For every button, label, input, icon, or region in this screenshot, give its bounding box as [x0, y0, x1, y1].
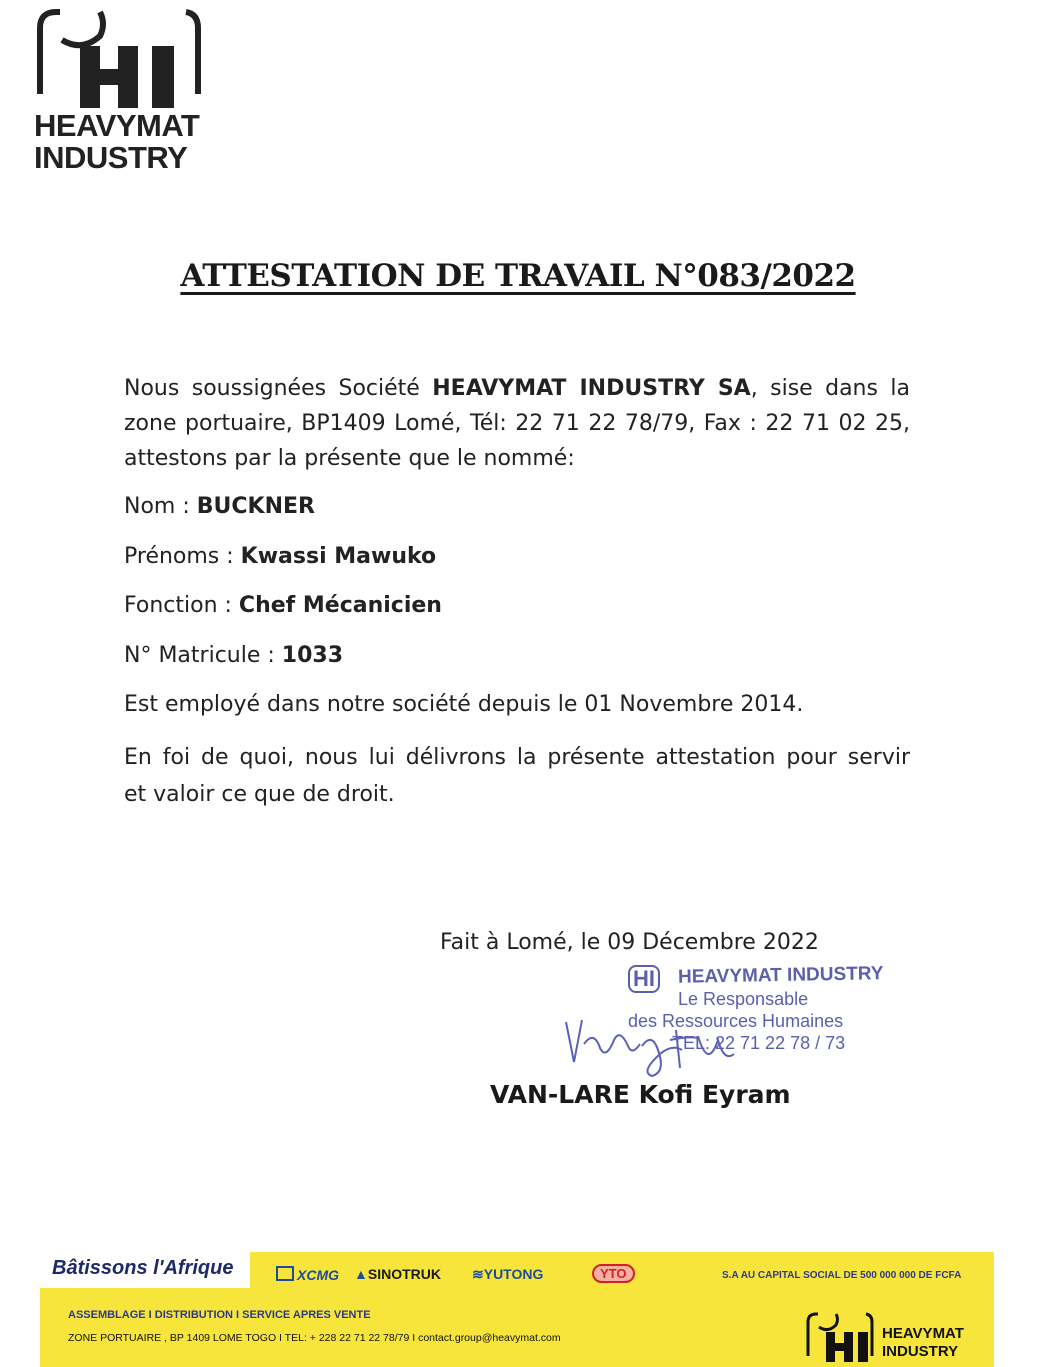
- field-matricule-value: 1033: [281, 643, 344, 668]
- brand-sinotruk-label: SINOTRUK: [367, 1266, 441, 1282]
- footer-banner: [40, 1252, 994, 1367]
- brand-yto: [592, 1264, 635, 1283]
- field-matricule: [124, 643, 343, 668]
- stamp-mark: HI: [628, 965, 660, 993]
- field-nom: [124, 494, 315, 519]
- field-nom-label: Nom :: [124, 494, 197, 519]
- logo-mark-icon: [32, 6, 207, 114]
- brand-yutong: [472, 1266, 543, 1283]
- footer-logo-line2: INDUSTRY: [882, 1343, 959, 1360]
- field-prenoms-value: Kwassi Mawuko: [240, 544, 437, 569]
- sinotruk-logo-icon: ▲: [354, 1266, 368, 1282]
- stamp-line-3: des Ressources Humaines: [628, 1011, 844, 1031]
- xcmg-logo-icon: [276, 1266, 294, 1281]
- employment-statement: Est employé dans notre société depuis le 01 Novembre 2014.: [124, 692, 804, 717]
- address-line: ZONE PORTUAIRE , BP 1409 LOME TOGO I TEL: + 228 22 71 22 78/79 I contact.group@heavymat.com: [68, 1332, 561, 1344]
- capital-statement: S.A AU CAPITAL SOCIAL DE 500 000 000 DE FCFA: [722, 1270, 962, 1281]
- closing-line-2: et valoir ce que de droit.: [124, 782, 395, 807]
- stamp-line-2: Le Responsable: [678, 989, 809, 1009]
- brand-yutong-label: YUTONG: [483, 1266, 544, 1282]
- brand-xcmg: [276, 1266, 339, 1283]
- company-name: HEAVYMAT INDUSTRY SA: [432, 376, 751, 401]
- footer-slogan-box: [40, 1252, 250, 1288]
- intro-line-1: [124, 371, 910, 406]
- intro-paragraph: [124, 371, 910, 476]
- brand-sinotruk: [354, 1266, 441, 1282]
- footer-slogan: Bâtissons l'Afrique: [52, 1257, 234, 1279]
- company-logo: [32, 6, 207, 176]
- stamp-company: HEAVYMAT INDUSTRY: [677, 963, 884, 988]
- handwritten-signature: [548, 1010, 748, 1090]
- field-fonction-value: Chef Mécanicien: [238, 593, 442, 618]
- field-matricule-label: N° Matricule :: [124, 643, 282, 668]
- place-date: Fait à Lomé, le 09 Décembre 2022: [440, 930, 819, 955]
- signatory-name: VAN-LARE Kofi Eyram: [490, 1080, 791, 1109]
- field-prenoms: [124, 544, 436, 569]
- footer-logo: [804, 1310, 994, 1367]
- closing-paragraph: [124, 739, 910, 813]
- footer-logo-mark-icon: [804, 1310, 876, 1367]
- intro-text-a: Nous soussignées Société: [124, 376, 433, 401]
- services-line: ASSEMBLAGE I DISTRIBUTION I SERVICE APRES VENTE: [68, 1309, 371, 1321]
- document-title: ATTESTATION DE TRAVAIL N°083/2022: [180, 258, 856, 294]
- intro-line-3: attestons par la présente que le nommé:: [124, 446, 575, 471]
- intro-line-2: zone portuaire, BP1409 Lomé, Tél: 22 71 22 78/79, Fax : 22 71 02 25,: [124, 411, 910, 436]
- logo-line2: INDUSTRY: [34, 140, 188, 175]
- yutong-logo-icon: ≋: [472, 1266, 484, 1282]
- field-nom-value: BUCKNER: [196, 494, 315, 519]
- logo-line1: HEAVYMAT: [34, 108, 200, 143]
- closing-line-1: En foi de quoi, nous lui délivrons la présente attestation pour servir: [124, 745, 910, 770]
- brand-xcmg-label: XCMG: [297, 1267, 339, 1283]
- stamp-line-4: TEL: 22 71 22 78 / 73: [672, 1033, 846, 1053]
- field-prenoms-label: Prénoms :: [124, 544, 241, 569]
- footer-logo-line1: HEAVYMAT: [882, 1325, 964, 1342]
- field-fonction: [124, 593, 442, 618]
- brand-yto-label: YTO: [600, 1266, 627, 1281]
- intro-text-b: , sise dans la: [750, 376, 910, 401]
- field-fonction-label: Fonction :: [124, 593, 239, 618]
